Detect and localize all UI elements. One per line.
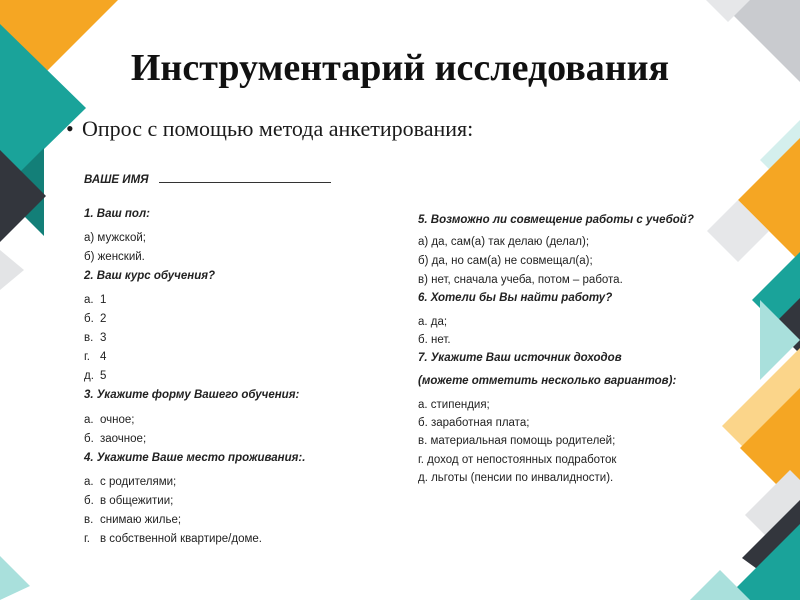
- question-7-option: а. стипендия;: [418, 399, 490, 411]
- question-1-option: б) женский.: [84, 251, 145, 263]
- question-3-title: 3. Укажите форму Вашего обучения:: [84, 389, 300, 401]
- question-4-option: г. в собственной квартире/доме.: [84, 533, 262, 545]
- question-2-option: б. 2: [84, 313, 107, 325]
- deco-lightgray-left: [0, 250, 24, 290]
- question-3-option: а. очное;: [84, 414, 135, 426]
- question-3-option: б. заочное;: [84, 433, 147, 445]
- question-4-option: в. снимаю жилье;: [84, 514, 182, 526]
- question-2-option: г. 4: [84, 351, 107, 363]
- question-2-option: а. 1: [84, 294, 107, 306]
- deco-light-teal-bottom-left: [0, 556, 30, 600]
- question-1-title: 1. Ваш пол:: [84, 208, 150, 220]
- question-4-option: а. с родителями;: [84, 476, 177, 488]
- name-label: ВАШЕ ИМЯ: [84, 174, 149, 186]
- question-6-option: а. да;: [418, 316, 448, 328]
- question-7-option: г. доход от непостоянных подработок: [418, 454, 617, 466]
- question-7-subtitle: (можете отметить несколько вариантов):: [418, 375, 677, 387]
- question-1-option: а) мужской;: [84, 232, 146, 244]
- slide-title: Инструментарий исследования: [130, 47, 670, 89]
- question-6-title: 6. Хотели бы Вы найти работу?: [418, 292, 613, 304]
- question-5-option: в) нет, сначала учеба, потом – работа.: [418, 274, 623, 286]
- question-7-option: д. льготы (пенсии по инвалидности).: [418, 472, 614, 484]
- question-4-option: б. в общежитии;: [84, 495, 174, 507]
- question-5-option: б) да, но сам(а) не совмещал(а);: [418, 255, 593, 267]
- slide-bullet-text: Опрос с помощью метода анкетирования:: [82, 116, 474, 141]
- question-2-option: в. 3: [84, 332, 107, 344]
- slide-bullet: [66, 116, 473, 142]
- name-field-row: [84, 172, 331, 186]
- question-4-title: 4. Укажите Ваше место проживания:.: [84, 452, 306, 464]
- question-5-option: а) да, сам(а) так делаю (делал);: [418, 236, 590, 248]
- question-7-option: в. материальная помощь родителей;: [418, 435, 616, 447]
- question-7-title: 7. Укажите Ваш источник доходов: [418, 352, 622, 364]
- questionnaire-left-column: [84, 168, 404, 558]
- bullet-marker: •: [66, 116, 74, 141]
- question-6-option: б. нет.: [418, 334, 451, 346]
- questionnaire-right-column: [418, 212, 718, 492]
- question-2-title: 2. Ваш курс обучения?: [84, 270, 216, 282]
- name-blank-line: [159, 172, 331, 183]
- question-2-option: д. 5: [84, 370, 107, 382]
- question-5-title: 5. Возможно ли совмещение работы с учебой?: [418, 214, 694, 226]
- question-7-option: б. заработная плата;: [418, 417, 530, 429]
